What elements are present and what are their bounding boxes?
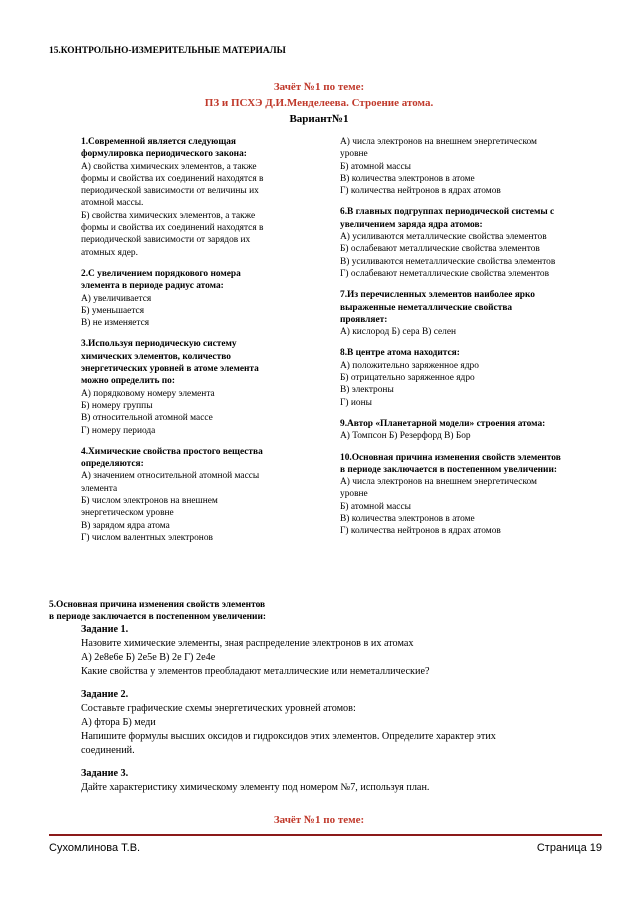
question-line: 3.Используя периодическую систему bbox=[81, 339, 237, 350]
task-line: соединений. bbox=[81, 745, 135, 756]
question-line: 10.Основная причина изменения свойств элементов bbox=[340, 452, 561, 463]
question-line: Г) ионы bbox=[340, 397, 372, 408]
question-5-line1: 5.Основная причина изменения свойств элементов bbox=[49, 600, 266, 610]
question-line: Б) номеру группы bbox=[81, 400, 153, 411]
spacer bbox=[81, 758, 496, 767]
question-line: энергетическом уровне bbox=[81, 508, 174, 519]
task-line: Задание 2. bbox=[81, 689, 129, 700]
spacer bbox=[340, 443, 561, 452]
question-line: периодической зависимости от величины их bbox=[81, 186, 259, 197]
question-line: А) числа электронов на внешнем энергетическом bbox=[340, 137, 537, 147]
task-line: А) фтора Б) меди bbox=[81, 717, 156, 728]
question-line: А) кислород Б) сера В) селен bbox=[340, 327, 457, 338]
question-line: элемента в периоде радиус атома: bbox=[81, 281, 224, 292]
question-line: Г) количества нейтронов в ядрах атомов bbox=[340, 186, 501, 197]
question-line: В) усиливаются неметаллические свойства элементов bbox=[340, 256, 556, 267]
question-line: А) Томпсон Б) Резерфорд В) Бор bbox=[340, 431, 471, 442]
task-line: Назовите химические элементы, зная распределение электронов в их атомах bbox=[81, 638, 414, 649]
question-line: Б) уменьшается bbox=[81, 305, 145, 316]
question-line: формы и свойства их соединений находятся в bbox=[81, 173, 264, 184]
question-5-line2: в периоде заключается в постепенном увеличении: bbox=[49, 612, 266, 622]
question-line: можно определить по: bbox=[81, 376, 175, 387]
question-line: элемента bbox=[81, 483, 118, 494]
footer-page-number: Страница 19 bbox=[536, 842, 602, 854]
spacer bbox=[81, 329, 263, 338]
section-heading: 15.КОНТРОЛЬНО-ИЗМЕРИТЕЛЬНЫЕ МАТЕРИАЛЫ bbox=[49, 46, 286, 56]
tasks-block bbox=[81, 623, 496, 795]
question-line: В) электроны bbox=[340, 385, 394, 396]
spacer bbox=[340, 338, 561, 347]
question-line: В) относительной атомной массе bbox=[81, 413, 213, 424]
spacer bbox=[81, 259, 263, 268]
left-question-column bbox=[81, 136, 263, 544]
question-line: А) значением относительной атомной массы bbox=[81, 471, 260, 482]
test-title-line2: ПЗ и ПСХЭ Д.И.Менделеева. Строение атома. bbox=[204, 97, 434, 109]
question-line: 6.В главных подгруппах периодической системы с bbox=[340, 207, 555, 218]
question-line: Г) количества нейтронов в ядрах атомов bbox=[340, 526, 501, 537]
task-line: Составьте графические схемы энергетических уровней атомов: bbox=[81, 703, 356, 714]
question-line: 8.В центре атома находится: bbox=[340, 348, 460, 359]
spacer bbox=[81, 437, 263, 446]
question-line: уровне bbox=[340, 149, 368, 160]
question-line: определяются: bbox=[81, 459, 144, 470]
task-line: А) 2е8е6е Б) 2е5е В) 2е Г) 2е4е bbox=[81, 652, 216, 663]
question-line: 9.Автор «Планетарной модели» строения атома: bbox=[340, 418, 546, 429]
question-line: атомных ядер. bbox=[81, 247, 138, 258]
question-line: В) количества электронов в атоме bbox=[340, 173, 475, 184]
question-line: В) количества электронов в атоме bbox=[340, 514, 475, 525]
task-line: Задание 3. bbox=[81, 768, 129, 779]
question-line: проявляет: bbox=[340, 314, 388, 325]
footer-rule bbox=[49, 834, 602, 836]
question-line: А) увеличивается bbox=[81, 293, 152, 304]
spacer bbox=[81, 679, 496, 688]
spacer bbox=[340, 409, 561, 418]
task-line: Какие свойства у элементов преобладают металлические или неметаллические? bbox=[81, 666, 430, 677]
question-line: Г) числом валентных электронов bbox=[81, 532, 213, 543]
question-line: А) числа электронов на внешнем энергетическом bbox=[340, 477, 537, 488]
question-line: В) не изменяется bbox=[81, 318, 150, 329]
variant-label: Вариант№1 bbox=[289, 113, 349, 125]
footer-author: Сухомлинова Т.В. bbox=[49, 842, 141, 854]
bottom-title: Зачёт №1 по теме: bbox=[273, 814, 365, 826]
question-line: в периоде заключается в постепенном увеличении: bbox=[340, 464, 557, 475]
test-title-line1: Зачёт №1 по теме: bbox=[273, 81, 365, 93]
question-line: химических элементов, количество bbox=[81, 351, 231, 362]
spacer bbox=[340, 280, 561, 289]
question-line: Г) номеру периода bbox=[81, 425, 156, 436]
question-line: уровне bbox=[340, 489, 368, 500]
question-line: Б) отрицательно заряженное ядро bbox=[340, 373, 475, 384]
question-line: 1.Современной является следующая bbox=[81, 137, 237, 147]
question-line: Г) ослабевают неметаллические свойства элементов bbox=[340, 268, 550, 279]
question-line: В) зарядом ядра атома bbox=[81, 520, 170, 531]
question-line: А) свойства химических элементов, а также bbox=[81, 161, 257, 172]
task-line: Задание 1. bbox=[81, 624, 129, 635]
right-question-column bbox=[340, 136, 561, 538]
question-line: 7.Из перечисленных элементов наиболее ярко bbox=[340, 290, 535, 301]
task-line: Дайте характеристику химическому элементу под номером №7, используя план. bbox=[81, 782, 430, 793]
question-line: Б) ослабевают металлические свойства элементов bbox=[340, 244, 540, 255]
question-line: А) положительно заряженное ядро bbox=[340, 360, 479, 371]
task-line: Напишите формулы высших оксидов и гидроксидов этих элементов. Определите характер этих bbox=[81, 731, 496, 742]
question-line: 2.С увеличением порядкового номера bbox=[81, 268, 241, 279]
question-line: Б) числом электронов на внешнем bbox=[81, 496, 218, 507]
question-line: атомной массы. bbox=[81, 198, 144, 209]
question-line: периодической зависимости от зарядов их bbox=[81, 235, 251, 246]
question-line: Б) свойства химических элементов, а также bbox=[81, 210, 256, 221]
question-line: Б) атомной массы bbox=[340, 161, 411, 172]
question-line: формы и свойства их соединений находятся в bbox=[81, 223, 264, 234]
question-line: энергетических уровней в атоме элемента bbox=[81, 364, 259, 375]
question-line: выраженные неметаллические свойства bbox=[340, 302, 513, 313]
question-line: 4.Химические свойства простого вещества bbox=[81, 446, 263, 457]
question-line: формулировка периодического закона: bbox=[81, 149, 247, 160]
question-line: А) порядковому номеру элемента bbox=[81, 388, 215, 399]
spacer bbox=[340, 197, 561, 206]
question-line: увеличением заряда ядра атомов: bbox=[340, 219, 483, 230]
question-line: Б) атомной массы bbox=[340, 501, 411, 512]
question-line: А) усиливаются металлические свойства элементов bbox=[340, 232, 547, 243]
